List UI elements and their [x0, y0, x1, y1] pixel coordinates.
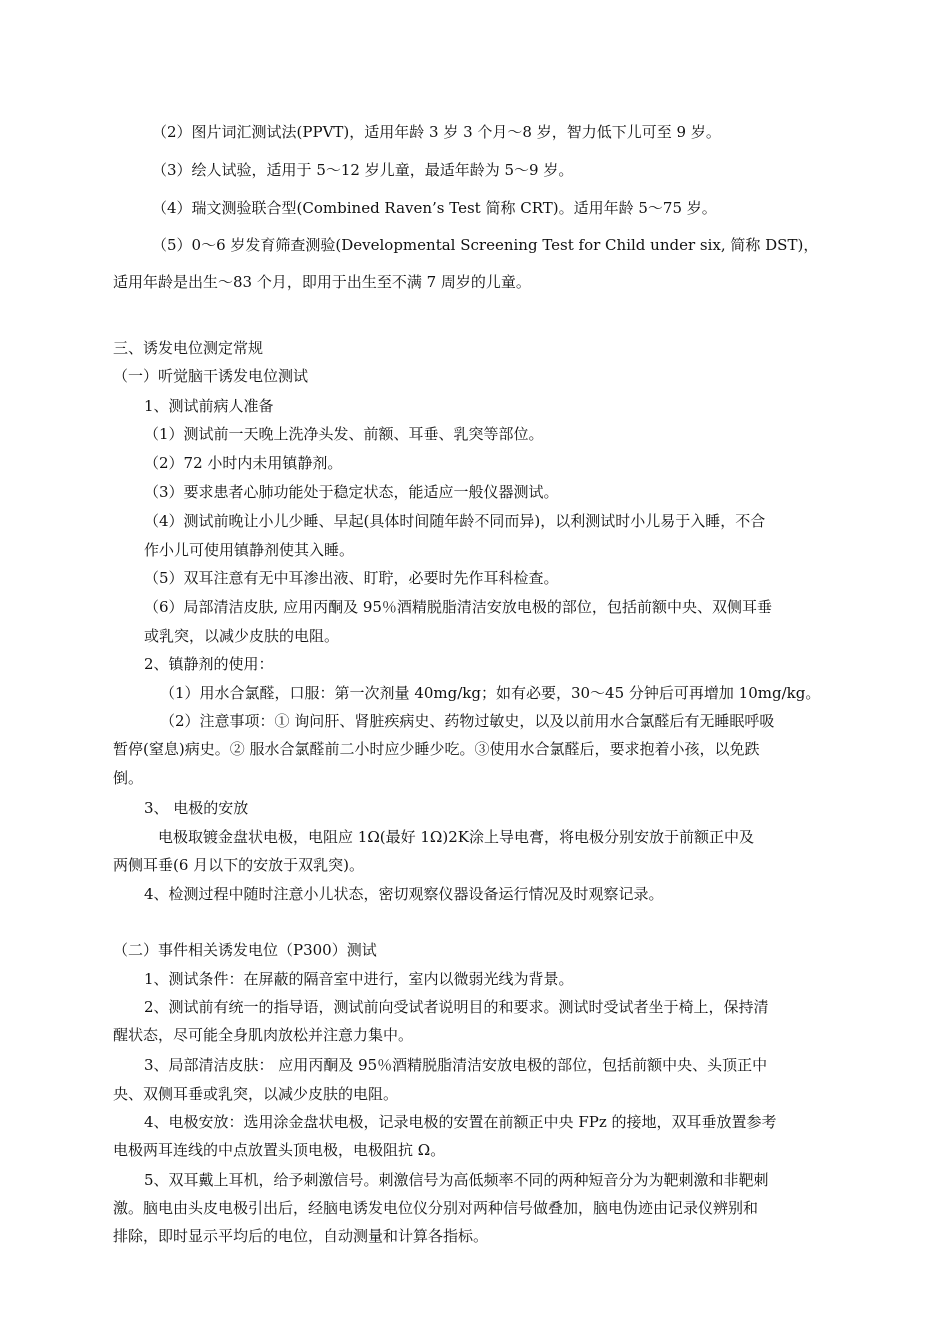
text-line: 电极取镀金盘状电极，电阻应 1Ω(最好 1Ω)2K涂上导电膏，将电极分别安放于前额正中及 [158, 828, 754, 846]
section-heading: 三、诱发电位测定常规 [113, 339, 264, 357]
text-line: （5）双耳注意有无中耳渗出液、盯聍，必要时先作耳科检查。 [144, 569, 559, 587]
text-line: （3）要求患者心肺功能处于稳定状态，能适应一般仪器测试。 [144, 483, 559, 501]
text-line: 1、测试条件：在屏蔽的隔音室中进行，室内以微弱光线为背景。 [144, 970, 574, 988]
text-line: （5）0～6 岁发育筛查测验(Developmental Screening Test for Child under six, 简称 DST)， [152, 236, 819, 254]
item-heading: 3、 电极的安放 [144, 799, 249, 817]
subsection-heading: （一）听觉脑干诱发电位测试 [113, 367, 309, 385]
text-line: 或乳突，以减少皮肤的电阻。 [144, 627, 340, 645]
subsection-heading: （二）事件相关诱发电位（P300）测试 [113, 941, 377, 959]
text-line: 4、检测过程中随时注意小儿状态，密切观察仪器设备运行情况及时观察记录。 [144, 885, 664, 903]
text-line: 5、双耳戴上耳机，给予刺激信号。刺激信号为高低频率不同的两种短音分为为靶刺激和非靶刺 [144, 1171, 769, 1189]
item-heading: 2、镇静剂的使用： [144, 655, 274, 673]
text-line: 醒状态，尽可能全身肌肉放松并注意力集中。 [113, 1026, 414, 1044]
text-line: 倒。 [113, 769, 144, 787]
text-line: 排除，即时显示平均后的电位，自动测量和计算各指标。 [113, 1227, 489, 1245]
text-line: 央、双侧耳垂或乳突，以减少皮肤的电阻。 [113, 1085, 399, 1103]
text-line: （1）测试前一天晚上洗净头发、前额、耳垂、乳突等部位。 [144, 425, 544, 443]
text-line: （2）72 小时内未用镇静剂。 [144, 454, 343, 472]
text-line: （1）用水合氯醛，口服：第一次剂量 40mg/kg；如有必要，30～45 分钟后可再增加 10mg/kg。 [160, 684, 821, 702]
text-line: （6）局部清洁皮肤, 应用丙酮及 95％酒精脱脂清洁安放电极的部位，包括前额中央、双侧耳垂 [144, 598, 772, 616]
text-line: （4）瑞文测验联合型(Combined Raven’s Test 简称 CRT)。适用年龄 5～75 岁。 [152, 199, 717, 217]
text-line: 适用年龄是出生～83 个月，即用于出生至不满 7 周岁的儿童。 [113, 273, 531, 291]
item-heading: 1、测试前病人准备 [144, 397, 274, 415]
text-line: 作小儿可使用镇静剂使其入睡。 [144, 541, 355, 559]
text-line: 暂停(窒息)病史。② 服水合氯醛前二小时应少睡少吃。③使用水合氯醛后，要求抱着小孩，以免跌 [113, 740, 760, 758]
text-line: （2）注意事项：① 询问肝、肾脏疾病史、药物过敏史，以及以前用水合氯醛后有无睡眠呼吸 [160, 712, 775, 730]
text-line: （3）绘人试验，适用于 5～12 岁儿童，最适年龄为 5～9 岁。 [152, 161, 574, 179]
text-line: 激。脑电由头皮电极引出后，经脑电诱发电位仪分别对两种信号做叠加，脑电伪迹由记录仪辨别和 [113, 1199, 759, 1217]
text-line: （2）图片词汇测试法(PPVT)，适用年龄 3 岁 3 个月～8 岁，智力低下儿可至 9 岁。 [152, 123, 721, 141]
text-line: 电极两耳连线的中点放置头顶电极，电极阻抗 Ω。 [113, 1141, 446, 1159]
text-line: 3、局部清洁皮肤： 应用丙酮及 95％酒精脱脂清洁安放电极的部位，包括前额中央、头顶正中 [144, 1056, 768, 1074]
text-line: （4）测试前晚让小儿少睡、早起(具体时间随年龄不同而异)，以利测试时小儿易于入睡，不合 [144, 512, 766, 530]
text-line: 两侧耳垂(6 月以下的安放于双乳突)。 [113, 856, 365, 874]
text-line: 2、测试前有统一的指导语，测试前向受试者说明目的和要求。测试时受试者坐于椅上，保持清 [144, 998, 769, 1016]
text-line: 4、电极安放：选用涂金盘状电极，记录电极的安置在前额正中央 FPz 的接地，双耳垂放置参考 [144, 1113, 777, 1131]
